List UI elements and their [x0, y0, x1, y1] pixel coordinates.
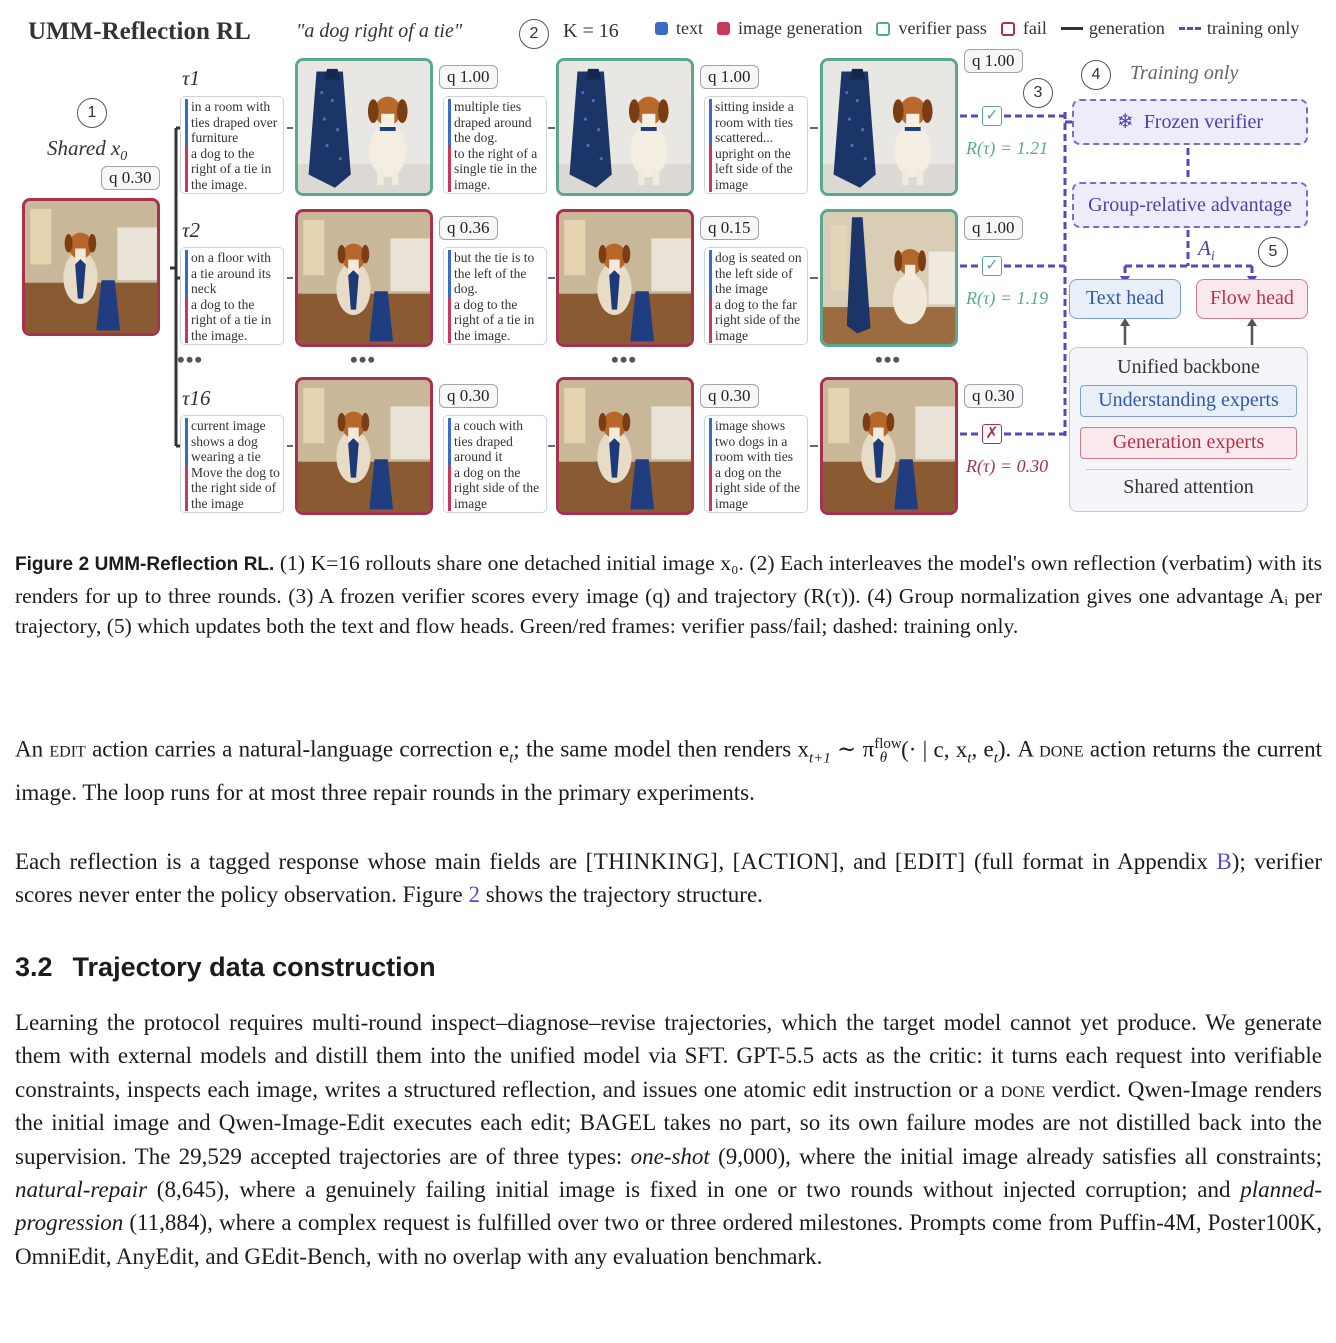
- reflection-1-3: sitting inside a room with ties scattered... upright on the left side of the image: [704, 96, 808, 194]
- legend-generation: generation: [1088, 18, 1165, 38]
- shared-initial-image: [22, 198, 160, 336]
- reflection-2-2: but the tie is to the left of the dog. a dog to the right of a tie in the image.: [443, 247, 547, 345]
- legend-image-generation: image generation: [738, 18, 863, 38]
- legend-verifier-pass: verifier pass: [898, 18, 987, 38]
- image-2-1: [295, 209, 433, 347]
- legend-text: text: [676, 18, 703, 38]
- marker-1: 1: [77, 98, 107, 128]
- image-16-3: [820, 377, 958, 515]
- group-advantage-box: Group-relative advantage: [1072, 182, 1308, 228]
- shared-q-score: q 0.30: [101, 166, 160, 190]
- section-heading: 3.2 Trajectory data construction: [15, 952, 436, 982]
- q-score-1-2: q 1.00: [700, 65, 759, 89]
- ellipsis-col-1: •••: [350, 347, 377, 372]
- tau-1-label: τ1: [182, 66, 201, 90]
- image-1-1: [295, 58, 433, 196]
- figure-ref-link[interactable]: 2: [468, 882, 480, 908]
- ellipsis-col-3: •••: [875, 347, 902, 372]
- frozen-verifier-box: ❄ Frozen verifier: [1072, 99, 1308, 145]
- marker-4: 4: [1081, 60, 1111, 90]
- backbone-label: Unified backbone: [1117, 356, 1260, 378]
- image-1-3: [820, 58, 958, 196]
- reflection-1-2: multiple ties draped around the dog. to the right of a single tie in the image.: [443, 96, 547, 194]
- marker-3: 3: [1023, 78, 1053, 108]
- ellipsis-bracket: •••: [177, 347, 204, 372]
- q-score-2-2: q 0.15: [700, 216, 759, 240]
- snowflake-icon: ❄: [1116, 111, 1134, 133]
- k-label: K = 16: [563, 20, 619, 42]
- reward-1: R(τ) = 1.21: [966, 138, 1049, 158]
- image-2-2: [556, 209, 694, 347]
- understanding-experts: Understanding experts: [1080, 385, 1297, 417]
- unified-backbone-box: [1069, 347, 1308, 512]
- q-score-16-1: q 0.30: [439, 384, 498, 408]
- image-16-1: [295, 377, 433, 515]
- shared-x0-label: Shared $x_0$: [47, 136, 128, 165]
- paragraph-edit-action: An edit action carries a natural-language correction $e_t$; the same model then renders $x_{t+1}$ ∼ $\pi^{flow}_\theta$ (· | c, $x_t$, $e_t$). A done action returns the current image. The loop runs for at most three repair rounds in the primary experiments.: [15, 736, 1322, 805]
- ellipsis-col-2: •••: [611, 347, 638, 372]
- image-16-2: [556, 377, 694, 515]
- tau-16-label: τ16: [182, 386, 211, 410]
- training-only-title: Training only: [1130, 62, 1239, 84]
- tau-2-label: τ2: [182, 218, 201, 242]
- q-score-1-1: q 1.00: [439, 65, 498, 89]
- image-2-3: [820, 209, 958, 347]
- caption-text: (1) K=16 rollouts share one detached initial image x₀. (2) Each interleaves the model's own reflection (verbatim) with its renders for up to three rounds. (3) A frozen verifier scores every image (q) and trajectory (R(τ)). (4) Group normalization gives one advantage Aᵢ per trajectory, (5) which updates both the text and flow heads. Green/red frames: verifier pass/fail; dashed: training only.: [15, 551, 1322, 638]
- figure-title: UMM-Reflection RL: [28, 18, 251, 45]
- q-score-16-2: q 0.30: [700, 384, 759, 408]
- reflection-2-3: dog is seated on the left side of the image a dog to the far right side of the image: [704, 247, 808, 345]
- shared-attention: Shared attention: [1123, 476, 1254, 498]
- paragraph-reflection-format: Each reflection is a tagged response whose main fields are [THINKING], [ACTION], and [EDIT] (full format in Appendix B); verifier scores never enter the policy observation. Figure 2 shows the trajectory structure.: [15, 849, 1322, 908]
- fail-cross-icon: ✗: [982, 424, 1002, 444]
- q-score-1-3: q 1.00: [964, 49, 1023, 73]
- reward-16: R(τ) = 0.30: [966, 456, 1049, 476]
- caption-label: Figure 2 UMM-Reflection RL.: [15, 554, 275, 575]
- legend-training-only: training only: [1206, 18, 1300, 38]
- text-head-box: Text head: [1069, 279, 1181, 319]
- q-score-16-3: q 0.30: [964, 384, 1023, 408]
- prompt-text: "a dog right of a tie": [296, 20, 463, 42]
- reflection-16-3: image shows two dogs in a room with ties a dog on the right side of the image: [704, 415, 808, 513]
- flow-head-box: Flow head: [1196, 279, 1308, 319]
- q-score-2-3: q 1.00: [964, 216, 1023, 240]
- reflection-2-1: on a floor with a tie around its neck a dog to the right of a tie in the image.: [180, 247, 284, 345]
- image-1-2: [556, 58, 694, 196]
- reward-2: R(τ) = 1.19: [966, 288, 1049, 308]
- appendix-link[interactable]: B: [1216, 849, 1232, 874]
- marker-5: 5: [1258, 237, 1288, 267]
- reflection-1-1: in a room with ties draped over furniture a dog to the right of a tie in the image.: [180, 96, 284, 194]
- generation-experts: Generation experts: [1080, 427, 1297, 459]
- pass-check-icon: ✓: [982, 256, 1002, 276]
- marker-2: 2: [519, 19, 549, 49]
- reflection-16-2: a couch with ties draped around it a dog on the right side of the image: [443, 415, 547, 513]
- pass-check-icon: ✓: [982, 106, 1002, 126]
- reflection-16-1: current image shows a dog wearing a tie Move the dog to the right side of the image: [180, 415, 284, 513]
- figure-caption: [15, 548, 1322, 642]
- figure-2: [0, 0, 1336, 530]
- legend-fail: fail: [1022, 18, 1047, 38]
- paragraph-trajectory-data: Learning the protocol requires multi-round inspect–diagnose–revise trajectories, which the target model cannot yet produce. We generate them with external models and distill them into the unified model via SFT. GPT-5.5 acts as the critic: it turns each request into verifiable constraints, inspects each image, writes a structured reflection, and issues one atomic edit instruction or a done verdict. Qwen-Image renders the initial image and Qwen-Image-Edit executes each edit; BAGEL takes no part, so its own failure modes are not distilled back into the supervision. The 29,529 accepted trajectories are of three types: one-shot (9,000), where the initial image already satisfies all constraints; natural-repair (8,645), where a genuinely failing initial image is fixed in one or two rounds without injected corruption; and planned-progression (11,884), where a complex request is fulfilled over two or three ordered milestones. Prompts come from Puffin-4M, Poster100K, OmniEdit, AnyEdit, and GEdit-Bench, with no overlap with any evaluation benchmark.: [15, 1010, 1322, 1269]
- advantage-symbol: $A_i$: [1198, 236, 1215, 265]
- q-score-2-1: q 0.36: [439, 216, 498, 240]
